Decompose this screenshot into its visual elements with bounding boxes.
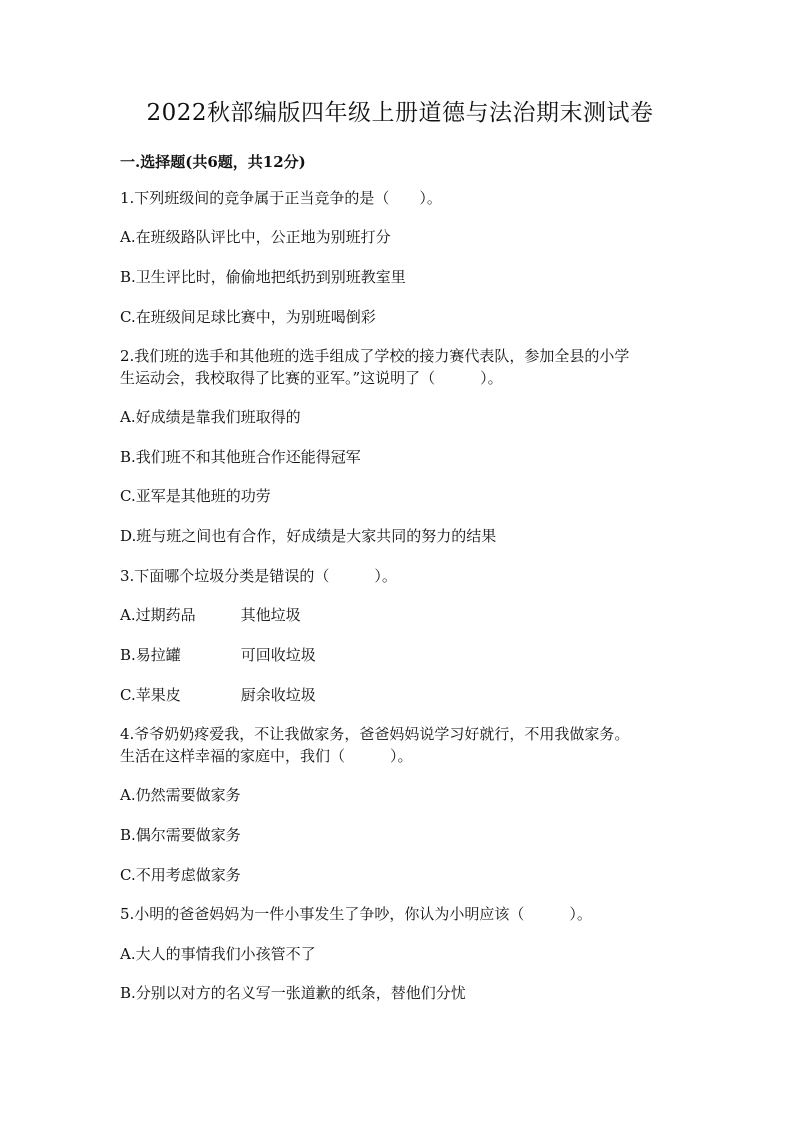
- question-3-option-a: A.过期药品 其他垃圾: [120, 606, 301, 624]
- exam-title: 2022秋部编版四年级上册道德与法治期末测试卷: [146, 100, 654, 126]
- section-heading: 一.选择题(共6题，共12分): [120, 153, 306, 171]
- question-5-option-a: A.大人的事情我们小孩管不了: [120, 945, 316, 963]
- question-2-option-a: A.好成绩是靠我们班取得的: [120, 408, 301, 426]
- question-1-option-a: A.在班级路队评比中，公正地为别班打分: [120, 228, 391, 246]
- question-4-option-b: B.偶尔需要做家务: [120, 826, 241, 844]
- question-4-text-line-2: 生活在这样幸福的家庭中，我们（ ）。: [120, 747, 413, 765]
- question-2-option-b: B.我们班不和其他班合作还能得冠军: [120, 448, 361, 466]
- question-1-option-c: C.在班级间足球比赛中，为别班喝倒彩: [120, 308, 376, 326]
- question-2-option-c: C.亚军是其他班的功劳: [120, 487, 271, 505]
- question-5-text: 5.小明的爸爸妈妈为一件小事发生了争吵，你认为小明应该（ ）。: [120, 905, 592, 923]
- question-4-option-c: C.不用考虑做家务: [120, 866, 241, 884]
- question-2-option-d: D.班与班之间也有合作，好成绩是大家共同的努力的结果: [120, 527, 497, 545]
- question-4-text-line-1: 4.爷爷奶奶疼爱我，不让我做家务，爸爸妈妈说学习好就行，不用我做家务。: [120, 725, 630, 743]
- question-3-option-b: B.易拉罐 可回收垃圾: [120, 646, 316, 664]
- question-1-text: 1.下列班级间的竞争属于正当竞争的是（ ）。: [120, 189, 442, 207]
- question-2-text-line-1: 2.我们班的选手和其他班的选手组成了学校的接力赛代表队，参加全县的小学: [120, 347, 630, 365]
- question-4-option-a: A.仍然需要做家务: [120, 786, 241, 804]
- question-5-option-b: B.分别以对方的名义写一张道歉的纸条，替他们分忧: [120, 984, 466, 1002]
- question-3-text: 3.下面哪个垃圾分类是错误的（ ）。: [120, 567, 397, 585]
- question-3-option-c: C.苹果皮 厨余收垃圾: [120, 686, 316, 704]
- question-1-option-b: B.卫生评比时，偷偷地把纸扔到别班教室里: [120, 268, 406, 286]
- question-2-text-line-2: 生运动会，我校取得了比赛的亚军。”这说明了（ ）。: [120, 369, 503, 387]
